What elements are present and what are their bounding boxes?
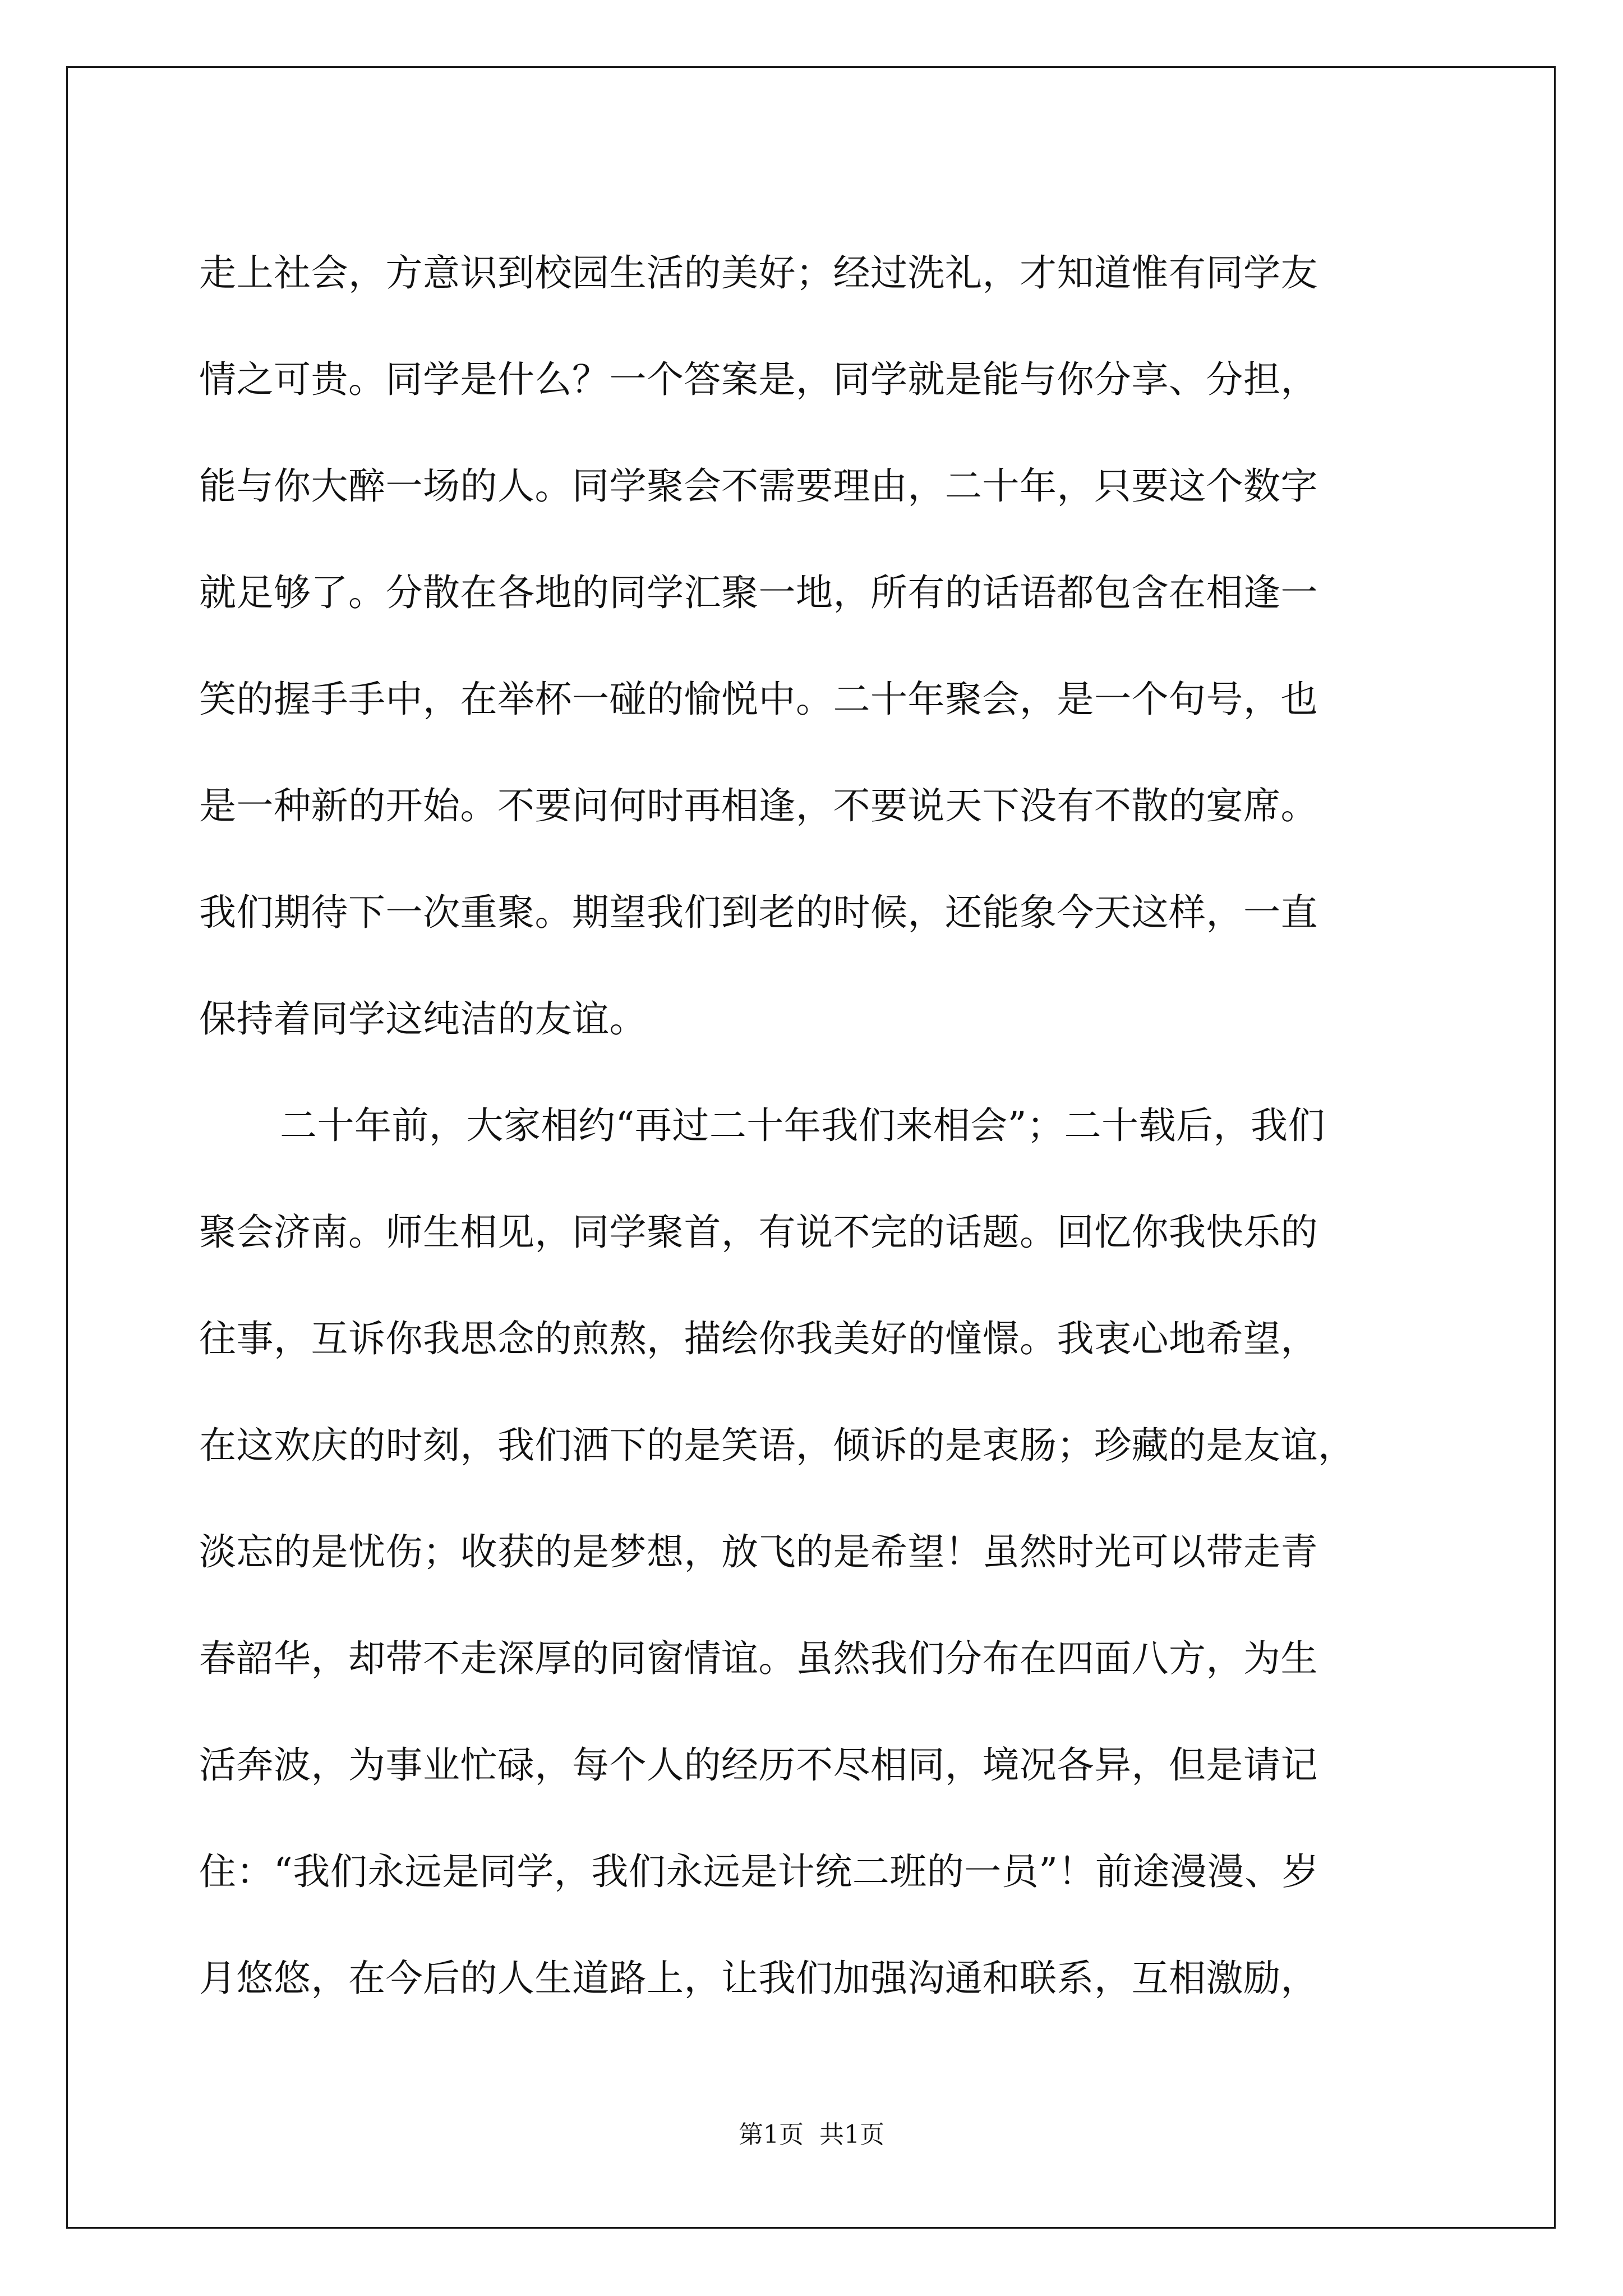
text-line: 就足够了。分散在各地的同学汇聚一地，所有的话语都包含在相逢一: [199, 571, 1318, 614]
text-line: 淡忘的是忧伤；收获的是梦想，放飞的是希望！虽然时光可以带走青: [199, 1530, 1318, 1573]
text-line: 笑的握手手中，在举杯一碰的愉悦中。二十年聚会，是一个句号，也: [199, 678, 1318, 721]
text-line: 我们期待下一次重聚。期望我们到老的时候，还能象今天这样，一直: [199, 891, 1318, 934]
text-line: 聚会济南。师生相见，同学聚首，有说不完的话题。回忆你我快乐的: [199, 1211, 1318, 1254]
text-line: 情之可贵。同学是什么？一个答案是，同学就是能与你分享、分担，: [199, 358, 1318, 401]
document-body: [199, 220, 1467, 2032]
text-line: 在这欢庆的时刻，我们洒下的是笑语，倾诉的是衷肠；珍藏的是友谊，: [199, 1424, 1355, 1467]
text-line: 能与你大醉一场的人。同学聚会不需要理由，二十年，只要这个数字: [199, 464, 1318, 508]
text-line: 春韶华，却带不走深厚的同窗情谊。虽然我们分布在四面八方，为生: [199, 1637, 1318, 1680]
text-line: 走上社会，方意识到校园生活的美好；经过洗礼，才知道惟有同学友: [199, 251, 1318, 295]
paragraph-start-line: 二十年前，大家相约“再过二十年我们来相会”；二十载后，我们: [280, 1104, 1325, 1147]
page-footer: [0, 2118, 1623, 2152]
page-total: 共1页: [819, 2120, 884, 2149]
page-number: 第1页: [739, 2120, 804, 2149]
text-line: 住：“我们永远是同学，我们永远是计统二班的一员”！前途漫漫、岁: [199, 1850, 1319, 1893]
text-line: 是一种新的开始。不要问何时再相逢，不要说天下没有不散的宴席。: [199, 784, 1318, 827]
text-line: 保持着同学这纯洁的友谊。: [199, 997, 647, 1041]
text-line: 活奔波，为事业忙碌，每个人的经历不尽相同，境况各异，但是请记: [199, 1743, 1318, 1787]
text-line: 月悠悠，在今后的人生道路上，让我们加强沟通和联系，互相激励，: [199, 1957, 1318, 2000]
text-line: 往事，互诉你我思念的煎熬，描绘你我美好的憧憬。我衷心地希望，: [199, 1317, 1318, 1360]
